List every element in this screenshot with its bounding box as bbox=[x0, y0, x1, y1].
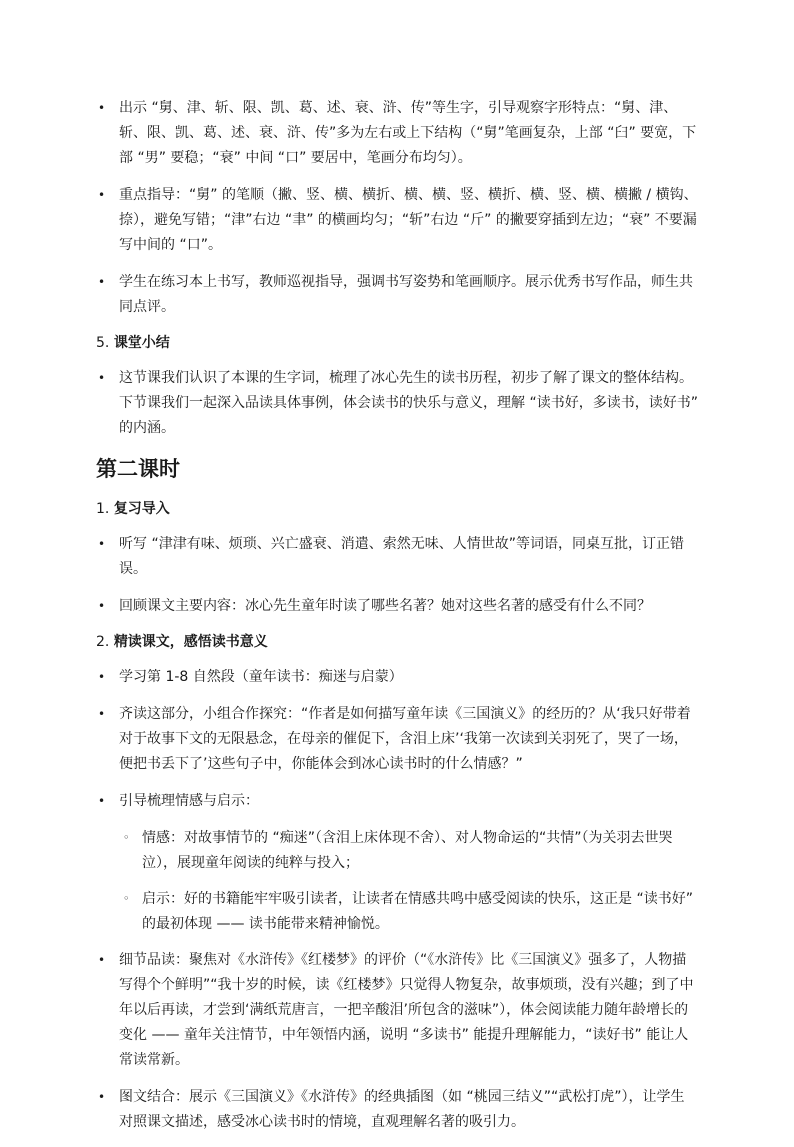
list-item: • 重点指导：“舅” 的笔顺（撇、竖、横、横折、横、横、竖、横折、横、竖、横、横撇 / 横钩、捺），避免写错；“津”右边 “聿” 的横画均匀；“斩”右边 “斤” 的撇要穿插到左边；“衰” 不要漏写中间的 “口”。 bbox=[96, 183, 698, 258]
list-item: • 出示 “舅、津、斩、限、凯、葛、述、衰、浒、传”等生字，引导观察字形特点：“舅、津、斩、限、凯、葛、述、衰、浒、传”多为左右或上下结构（“舅”笔画复杂，上部 “臼” 要宽，下部 “男” 要稳；“衰” 中间 “口” 要居中，笔画分布均匀）。 bbox=[96, 96, 698, 171]
list-item: • 学生在练习本上书写，教师巡视指导，强调书写姿势和笔画顺序。展示优秀书写作品，师生共同点评。 bbox=[96, 270, 698, 320]
bullet-icon: • bbox=[98, 275, 106, 289]
bullet-icon: • bbox=[98, 371, 106, 385]
section-heading: 1. 复习导入 bbox=[96, 501, 170, 517]
lesson-title: 第二课时 bbox=[96, 457, 180, 481]
list-item: • 学习第 1-8 自然段（童年读书：痴迷与启蒙） bbox=[96, 665, 698, 690]
list-item: • 齐读这部分，小组合作探究：“作者是如何描写童年读《三国演义》的经历的？从‘我只好带着对于故事下文的无限悬念，在母亲的催促下，含泪上床’‘我第一次读到关羽死了，哭了一场，便把书丢下了’这些句子中，你能体会到冰心读书时的什么情感？” bbox=[96, 702, 698, 777]
bullet-icon: • bbox=[98, 101, 106, 115]
list-item: • 这节课我们认识了本课的生字词，梳理了冰心先生的读书历程，初步了解了课文的整体结构。下节课我们一起深入品读具体事例，体会读书的快乐与意义，理解 “读书好，多读书，读好书” 的内涵。 bbox=[96, 366, 698, 441]
bullet-icon: • bbox=[98, 188, 106, 202]
bullet-icon: • bbox=[98, 599, 106, 613]
bullet-icon: • bbox=[98, 953, 106, 967]
section-heading: 2. 精读课文，感悟读书意义 bbox=[96, 634, 268, 650]
list-item: • 回顾课文主要内容：冰心先生童年时读了哪些名著？她对这些名著的感受有什么不同？ bbox=[96, 594, 698, 619]
bullet-icon: • bbox=[98, 670, 106, 684]
section-heading: 5. 课堂小结 bbox=[96, 335, 170, 351]
sub-list-item: ◦ 情感：对故事情节的 “痴迷”（含泪上床体现不舍）、对人物命运的“共情”（为关羽去世哭泣），展现童年阅读的纯粹与投入； bbox=[96, 826, 698, 876]
bullet-icon: • bbox=[98, 537, 106, 551]
circle-bullet-icon: ◦ bbox=[123, 831, 130, 844]
sub-list-item: ◦ 启示：好的书籍能牢牢吸引读者，让读者在情感共鸣中感受阅读的快乐，这正是 “读书好” 的最初体现 —— 读书能带来精神愉悦。 bbox=[96, 887, 698, 937]
list-item: • 图文结合：展示《三国演义》《水浒传》的经典插图（如 “桃园三结义”“武松打虎”），让学生对照课文描述，感受冰心读书时的情境，直观理解名著的吸引力。 bbox=[96, 1085, 698, 1135]
bullet-icon: • bbox=[98, 794, 106, 808]
list-item: • 引导梳理情感与启示： bbox=[96, 789, 698, 814]
bullet-icon: • bbox=[98, 1090, 106, 1104]
list-item: • 细节品读：聚焦对《水浒传》《红楼梦》的评价（“《水浒传》比《三国演义》强多了，人物描写得个个鲜明”“我十岁的时候，读《红楼梦》只觉得人物复杂，故事烦琐，没有兴趣；到了中年以后再读，才尝到‘满纸荒唐言，一把辛酸泪’所包含的滋味”），体会阅读能力随年龄增长的变化 —— 童年关注情节，中年领悟内涵，说明 “多读书” 能提升理解能力，“读好书” 能让人常读常新。 bbox=[96, 948, 698, 1073]
circle-bullet-icon: ◦ bbox=[123, 892, 130, 905]
bullet-icon: • bbox=[98, 707, 106, 721]
list-item: • 听写 “津津有味、烦琐、兴亡盛衰、消遣、索然无味、人情世故”等词语，同桌互批，订正错误。 bbox=[96, 532, 698, 582]
document-page bbox=[96, 96, 698, 1147]
